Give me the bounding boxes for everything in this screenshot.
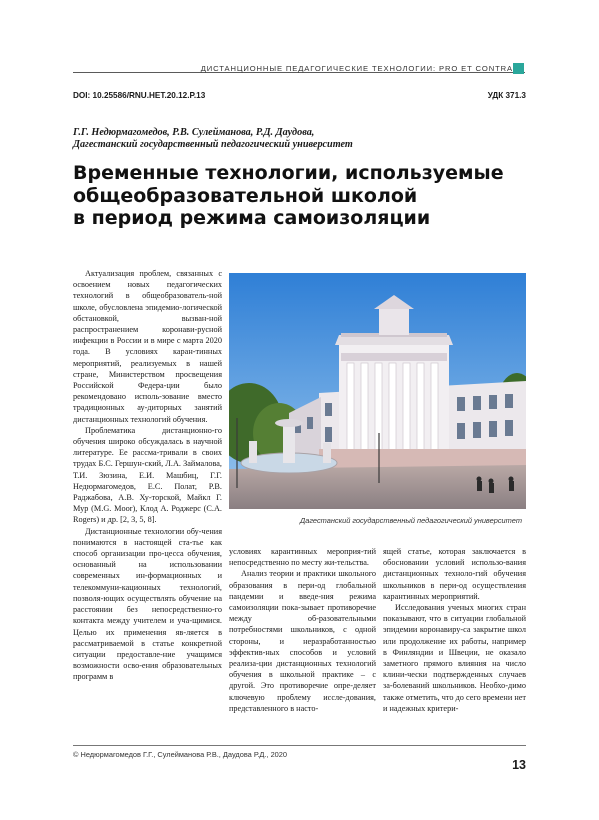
copyright-notice: © Недюрмагомедов Г.Г., Сулейманова Р.В., Даудова Р.Д., 2020 (73, 750, 288, 759)
body-column-1 (73, 268, 222, 739)
paragraph: Дистанционные технологии обу-чения понимаются в настоящей ста-тье как способ организации про-цесса обучения, основанный на использовании современных ин-формационных и телекоммуни-кационных технологий, позволя-ющих осуществлять обучение на расстоянии без непосредственно-го контакта между учителем и уча-щимися. Целью их применения яв-ляется в рассматриваемой в статье конкретной ситуации предоставле-ние учащимся возможности осво-ения образовательных программ в (73, 526, 222, 682)
doi: DOI: 10.25586/RNU.HET.20.12.P.13 (73, 91, 206, 100)
footer-rule (73, 745, 526, 746)
paragraph: Проблематика дистанционно-го обучения широко обсуждалась в научной литературе. Ее рассма-тривали в своих трудах Б.С. Гершун-ский, Л.А. Займалова, Т.И. Зюзина, Е.И. Машбиц, Г.Г. Недюрмагомедов, Е.С. Полат, Р.В. Раджабова, А.В. Ху-торской, Майкл Г. Мур (M.G. Moor), Клод А. Роджерс (C.A. Rogers) и др. [2, 3, 5, 8]. (73, 425, 222, 525)
body-column-2 (229, 546, 376, 739)
author-affiliation: Дагестанский государственный педагогический университет (73, 139, 353, 150)
university-building-photo (229, 273, 526, 509)
paragraph: Актуализация проблем, связанных с освоением новых педагогических технологий в общеобразователь-ной школе, обусловлена эпидемио-логической обстановкой, вызван-ной распространением коронави-русной инфекции в России и в мире с марта 2020 года. В условиях каран-тинных мероприятий, реализуемых в нашей стране, Министерством просвещения Российской Федера-ции было рекомендовано исполь-зование вместо традиционных ау-диторных занятий дистанционных технологий обучения. (73, 269, 222, 424)
journal-section-title: ДИСТАНЦИОННЫЕ ПЕДАГОГИЧЕСКИЕ ТЕХНОЛОГИИ: PRO ET CONTRA (200, 64, 513, 73)
paragraph: Исследования ученых многих стран показывают, что в ситуации глобальной эпидемии коронавиру-са закрытие школ или продолжение их работы, например в Финляндии и Швеции, не оказало заметного прямого влияния на число клини-чески подтвержденных случаев за-болеваний школьников. Необхо-димо также отметить, что до сего времени нет и надежных критери- (383, 603, 526, 713)
accent-square (513, 63, 524, 74)
figure-caption: Дагестанский государственный педагогический университет (300, 516, 522, 525)
article-authors: Г.Г. Недюрмагомедов, Р.В. Сулейманова, Р.Д. Даудова, (73, 127, 315, 138)
article-title (73, 162, 533, 230)
paragraph: условиях карантинных мероприя-тий непосредственно по месту жи-тельства. (229, 547, 376, 568)
title-line: Временные технологии, используемые (73, 162, 504, 184)
title-line: общеобразовательной школой (73, 184, 418, 207)
body-column-3 (383, 546, 526, 739)
udk-code: УДК 371.3 (487, 91, 526, 100)
paragraph: Анализ теории и практики школьного образования в пери-од глобальной пандемии и введе-ния режима самоизоляции пока-зывает противоречие между об-разовательными потребностями школьников, с одной стороны, и неразработанностью эффектив-ных способов и условий реализа-ции дистанционных технологий обучения в школьной практике – с другой. Это противоречие опре-деляет ключевую проблему иссле-дования, представленного в насто- (229, 569, 376, 713)
paragraph: ящей статье, которая заключается в обосновании условий использо-вания дистанционных техноло-гий обучения школьников в пери-од осуществления карантинных мероприятий. (383, 547, 526, 601)
page-number: 13 (512, 758, 526, 772)
title-line: в период режима самоизоляции (73, 207, 431, 229)
